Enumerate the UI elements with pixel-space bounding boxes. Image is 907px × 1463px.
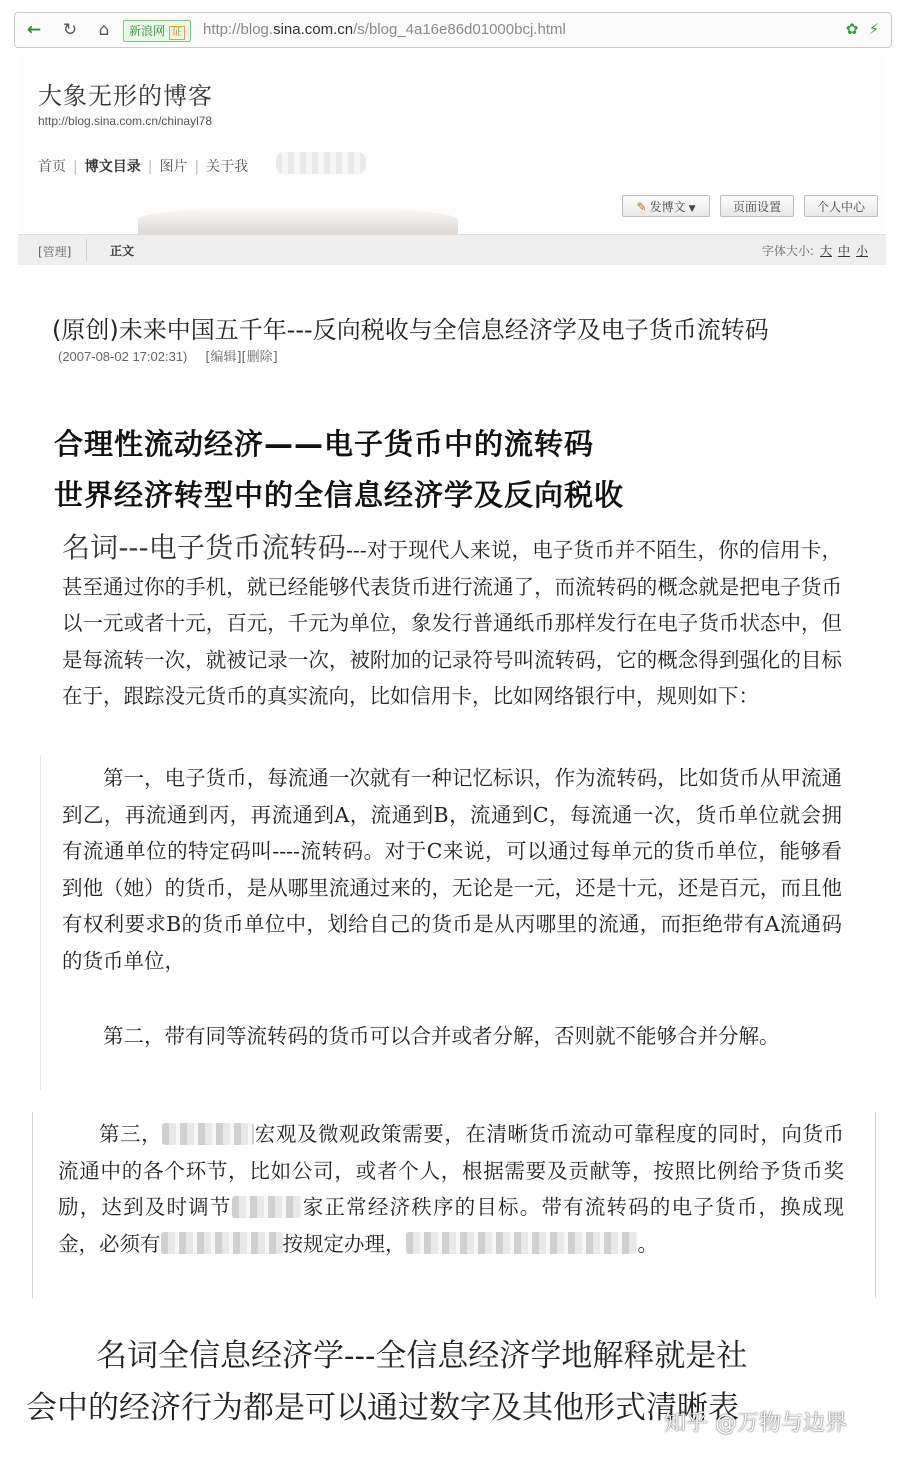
nav-separator: | bbox=[73, 159, 78, 175]
paragraph-line: 名词全信息经济学---全信息经济学地解释就是社 bbox=[96, 1338, 748, 1374]
paragraph-line: 会中的经济行为都是可以通过数字及其他形式清晰表 bbox=[26, 1390, 739, 1426]
font-size-switcher bbox=[762, 242, 868, 259]
url-path: /s/blog_4a16e86d01000bcj.html bbox=[353, 21, 566, 38]
blog-nav bbox=[38, 156, 248, 176]
url-prefix: http://blog. bbox=[203, 21, 274, 38]
blurred-text bbox=[161, 1232, 283, 1254]
post-article-label: 发博文 bbox=[649, 200, 686, 214]
pencil-icon: ✎ bbox=[636, 200, 647, 214]
rule-3-text-b: 家正常经济秩序的目标。带有流转码的电子货币，换成现金，必须有 bbox=[58, 1195, 845, 1256]
font-size-medium[interactable]: 中 bbox=[837, 244, 850, 258]
home-icon[interactable]: ⌂ bbox=[98, 20, 110, 40]
url-field[interactable] bbox=[203, 19, 566, 41]
edit-link[interactable]: [编辑] bbox=[205, 350, 242, 365]
nav-item-articles[interactable]: 博文目录 bbox=[84, 159, 141, 175]
nav-item-home[interactable]: 首页 bbox=[38, 159, 66, 175]
blog-title[interactable]: 大象无形的博客 bbox=[38, 82, 213, 110]
term-lead: 名词---电子货币流转码 bbox=[62, 531, 346, 564]
article-title: (原创)未来中国五千年---反向税收与全信息经济学及电子货币流转码 bbox=[52, 316, 769, 344]
divider bbox=[86, 239, 87, 261]
post-article-button[interactable] bbox=[622, 195, 710, 217]
manage-link[interactable]: [管理] bbox=[38, 245, 72, 259]
url-host: sina.com.cn bbox=[273, 21, 354, 38]
rule-3-text-d: 。 bbox=[637, 1231, 658, 1256]
article-heading-1: 合理性流动经济——电子货币中的流转码 bbox=[54, 427, 595, 461]
page-settings-button[interactable]: 页面设置 bbox=[720, 195, 794, 217]
rule-3-intro: 第三， bbox=[99, 1122, 163, 1146]
main-text-label: 正文 bbox=[110, 244, 135, 258]
paragraph-rule-2: 第二，带有同等流转码的货币可以合并或者分解，否则就不能够合并分解。 bbox=[103, 1024, 780, 1048]
content-subbar bbox=[18, 234, 886, 265]
clip-edge bbox=[40, 755, 41, 1090]
zhihu-watermark: 知乎 @万物与边界 bbox=[664, 1411, 847, 1436]
certificate-icon: 证 bbox=[169, 26, 185, 40]
blurred-text bbox=[162, 1123, 254, 1145]
font-size-small[interactable]: 小 bbox=[855, 244, 868, 258]
nav-item-about[interactable]: 关于我 bbox=[206, 159, 249, 175]
address-bar bbox=[14, 12, 892, 48]
article-meta bbox=[58, 346, 278, 365]
personal-center-button[interactable]: 个人中心 bbox=[804, 195, 878, 217]
article-date: (2007-08-02 17:02:31) bbox=[58, 349, 188, 364]
nav-separator: | bbox=[147, 159, 153, 175]
nav-separator: | bbox=[194, 159, 200, 175]
paragraph-definition bbox=[62, 530, 842, 715]
back-arrow-icon[interactable]: ← bbox=[26, 20, 42, 40]
rule-3-text-c: 按规定办理， bbox=[282, 1231, 406, 1256]
blurred-text bbox=[406, 1232, 638, 1254]
font-size-large[interactable]: 大 bbox=[819, 244, 832, 258]
blurred-region bbox=[276, 152, 366, 174]
blurred-text bbox=[232, 1196, 302, 1218]
rule-3-text-a: 宏观及微观政策需要，在清晰货币流动可靠程度的同时，向货币流通中的各个环节，比如公司，或者个人，根据需要及贡献等，按照比例给予货币奖励，达到及时调节 bbox=[58, 1122, 845, 1219]
paragraph-rule-1: 第一，电子货币，每流通一次就有一种记忆标识，作为流转码，比如货币从甲流通到乙，再流通到丙，再流通到A，流通到B，流通到C，每流通一次，货币单位就会拥有流通单位的特定码叫----流转码。对于C来说，可以通过每单元的货币单位，能够看到他（她）的货币，是从哪里流通过来的，无论是一元，还是十元，还是百元，而且他有权利要求B的货币单位中，划给自己的货币是从丙哪里的流通，而拒绝带有A流通码的货币单位， bbox=[62, 766, 842, 973]
article-heading-2: 世界经济转型中的全信息经济学及反向税收 bbox=[54, 478, 625, 512]
paragraph-text: ---对于现代人来说，电子货币并不陌生，你的信用卡，甚至通过你的手机，就已经能够代表货币进行流通了，而流转码的概念就是把电子货币以一元或者十元，百元，千元为单位，象发行普通纸币那样发行在电子货币状态中，但是每流转一次，就被记录一次，被附加的记录符号叫流转码，它的概念得到强化的目标在于，跟踪没元货币的真实流向，比如信用卡，比如网络银行中，规则如下： bbox=[62, 538, 843, 708]
paragraph-rule-3 bbox=[58, 1116, 844, 1262]
blog-url[interactable]: http://blog.sina.com.cn/chinayl78 bbox=[38, 114, 213, 128]
reload-icon[interactable]: ↻ bbox=[62, 20, 78, 40]
compatibility-mode-icon[interactable]: ✿ bbox=[845, 20, 859, 38]
speed-mode-lightning-icon[interactable]: ⚡ bbox=[868, 20, 880, 38]
delete-link[interactable]: [删除] bbox=[241, 350, 278, 365]
site-identity-badge[interactable] bbox=[123, 20, 191, 42]
header-scenery-image bbox=[138, 206, 458, 234]
nav-item-photos[interactable]: 图片 bbox=[159, 159, 188, 175]
blog-header bbox=[18, 56, 886, 264]
font-size-label: 字体大小: bbox=[761, 244, 814, 258]
site-badge-label: 新浪网 bbox=[129, 24, 166, 38]
chevron-down-icon: ▼ bbox=[688, 204, 696, 214]
